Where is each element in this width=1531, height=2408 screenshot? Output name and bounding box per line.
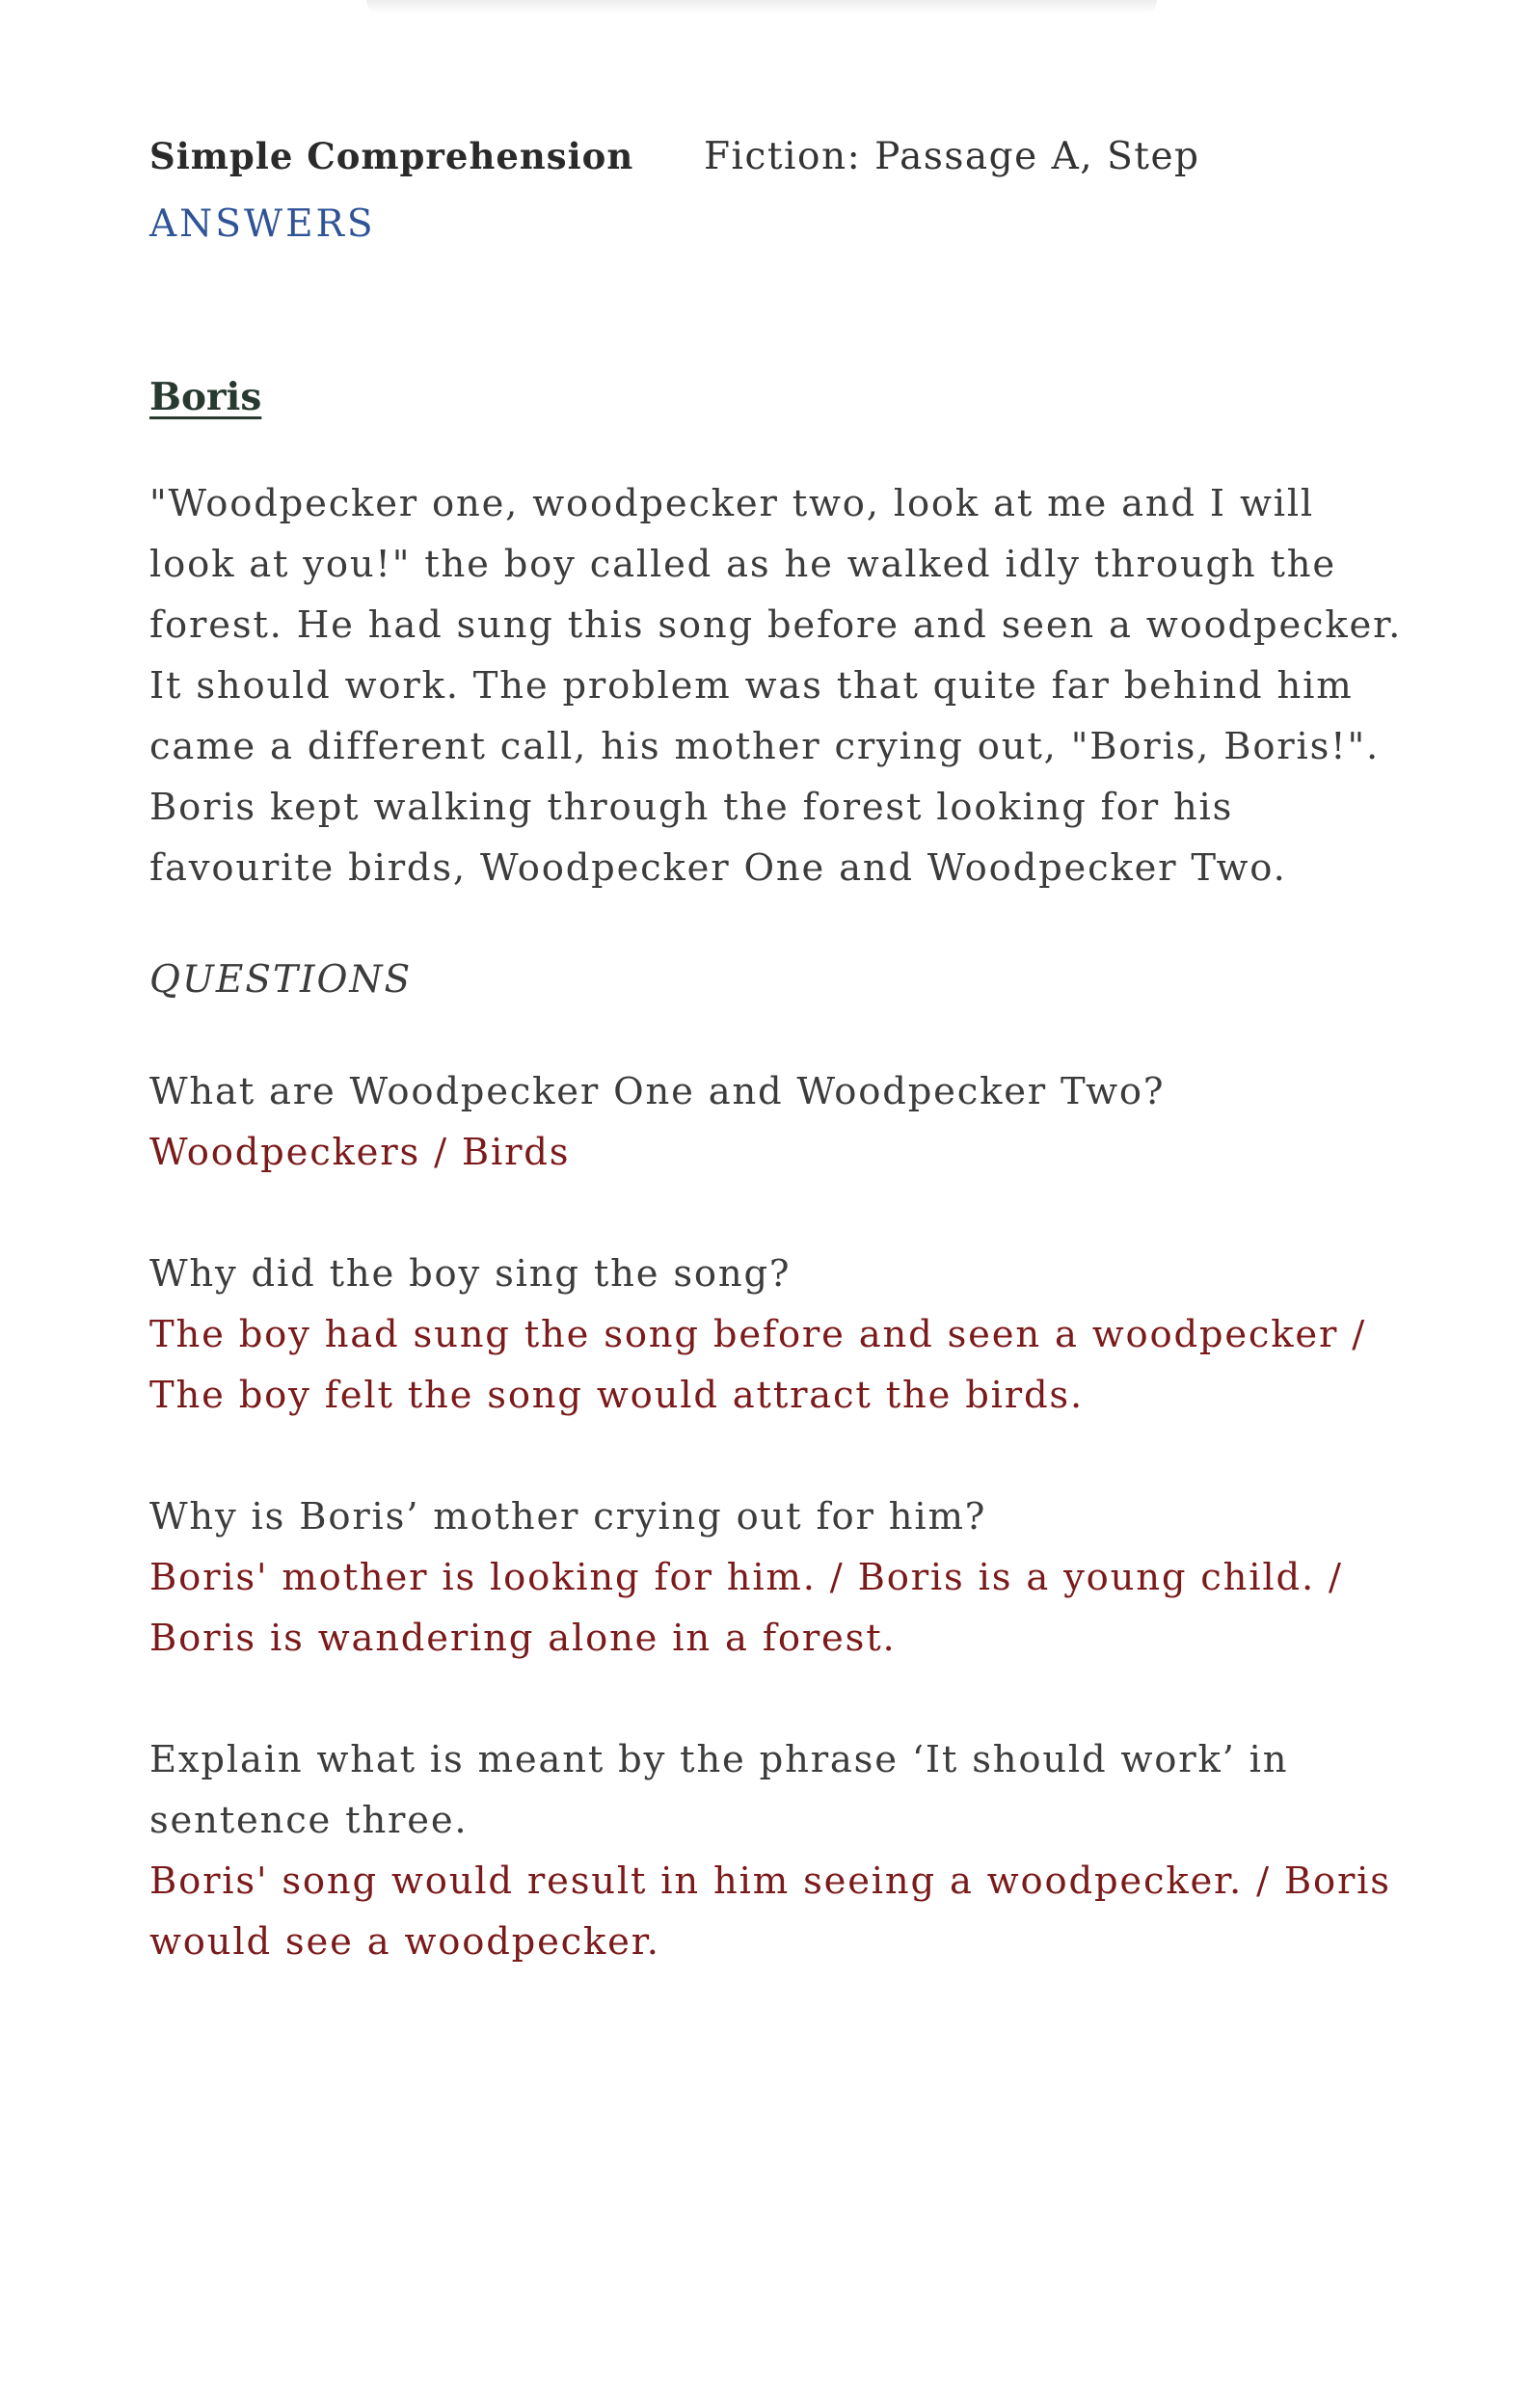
answers-label: ANSWERS: [149, 202, 376, 246]
questions-heading: QUESTIONS: [149, 958, 413, 1002]
question-item: [149, 1729, 1403, 1972]
page-top-shadow: [366, 0, 1157, 13]
passage-step-label: Fiction: Passage A, Step: [704, 135, 1200, 178]
answer-text: Boris' song would result in him seeing a woodpecker. / Boris would see a woodpecker.: [149, 1860, 1391, 1964]
worksheet-header: [149, 135, 1393, 195]
question-list: [149, 1061, 1393, 1972]
answer-text: The boy had sung the song before and seen a woodpecker / The boy felt the song would attract the birds.: [149, 1313, 1367, 1417]
question-item: [149, 1486, 1403, 1669]
question-text: What are Woodpecker One and Woodpecker Two?: [149, 1070, 1166, 1113]
answer-text: Woodpeckers / Birds: [149, 1131, 571, 1174]
worksheet-type-title: Simple Comprehension: [149, 135, 634, 177]
question-item: [149, 1244, 1403, 1426]
worksheet-page: [149, 135, 1403, 1972]
answer-text: Boris' mother is looking for him. / Boris is a young child. / Boris is wandering alone in a forest.: [149, 1556, 1343, 1660]
question-text: Why is Boris’ mother crying out for him?: [149, 1495, 987, 1538]
story-passage: "Woodpecker one, woodpecker two, look at me and I will look at you!" the boy called as he walked idly through the forest. He had sung this song before and seen a woodpecker. It should work. The problem was that quite far behind him came a different call, his mother crying out, "Boris, Boris!". Boris kept walking through the forest looking for his favourite birds, Woodpecker One and Woodpecker Two.: [149, 482, 1403, 890]
question-item: [149, 1061, 1403, 1183]
story-title: Boris: [149, 375, 262, 419]
question-text: Explain what is meant by the phrase ‘It should work’ in sentence three.: [149, 1738, 1289, 1842]
question-text: Why did the boy sing the song?: [149, 1252, 792, 1296]
